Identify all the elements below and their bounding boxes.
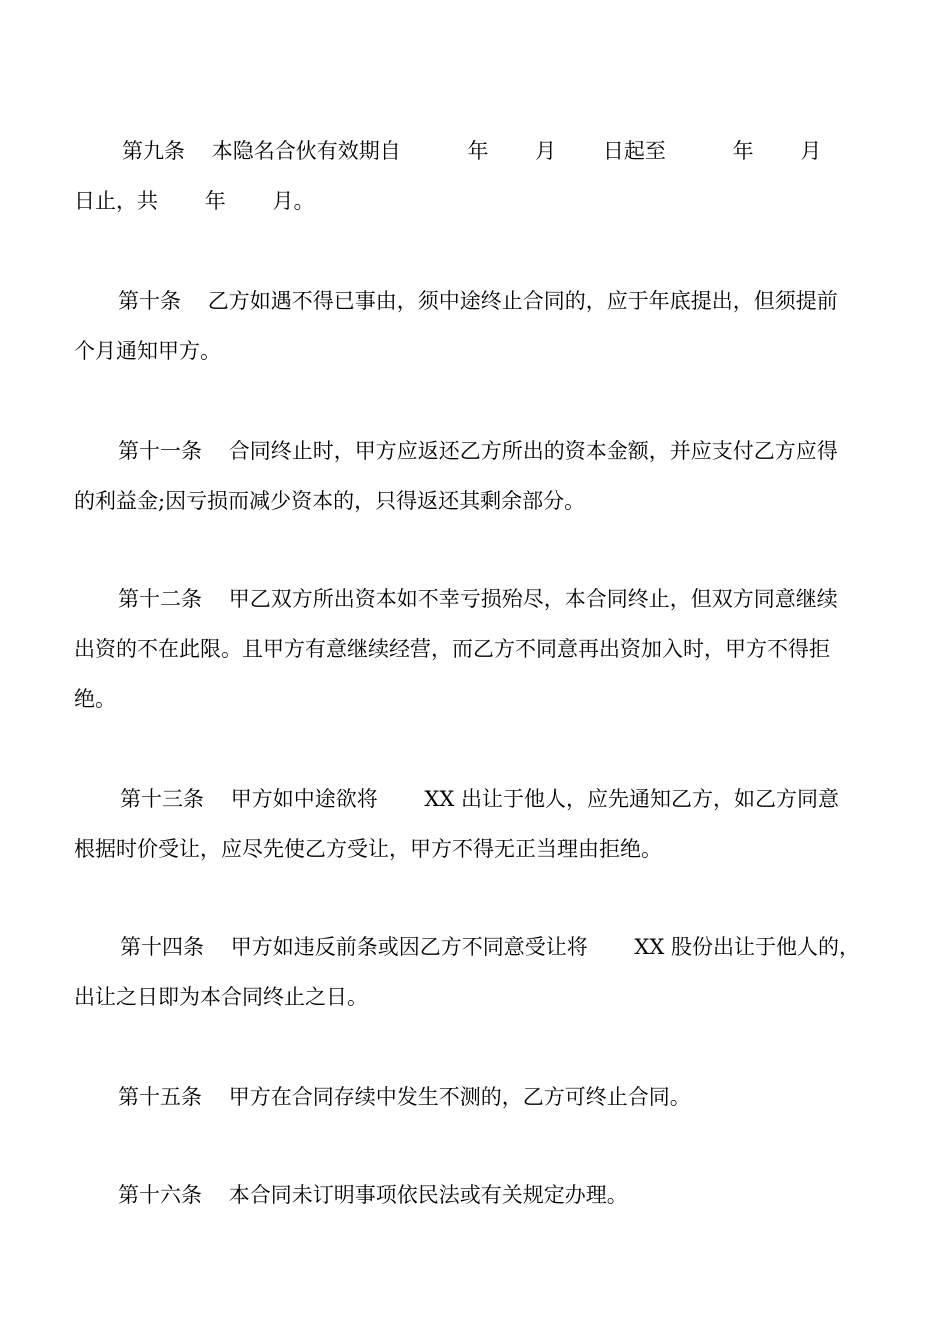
article-11-line-1: 第十一条 合同终止时，甲方应返还乙方所出的资本金额，并应支付乙方应得 [118, 439, 838, 463]
article-10-line-1: 第十条 乙方如遇不得已事由，须中途终止合同的，应于年底提出，但须提前 [118, 289, 838, 313]
article-13-line-1: 第十三条 甲方如中途欲将 XX 出让于他人，应先通知乙方，如乙方同意 [120, 787, 840, 811]
article-12-line-3: 绝。 [74, 687, 116, 711]
article-14-line-1: 第十四条 甲方如违反前条或因乙方不同意受让将 XX 股份出让于他人的， [120, 935, 861, 959]
article-16-line-1: 第十六条 本合同未订明事项依民法或有关规定办理。 [118, 1183, 628, 1207]
article-10-line-2: 个月通知甲方。 [74, 339, 221, 363]
article-12-line-1: 第十二条 甲乙双方所出资本如不幸亏损殆尽，本合同终止，但双方同意继续 [118, 587, 838, 611]
article-15-line-1: 第十五条 甲方在合同存续中发生不测的，乙方可终止合同。 [118, 1085, 691, 1109]
article-11-line-2: 的利益金;因亏损而减少资本的，只得返还其剩余部分。 [74, 489, 586, 513]
article-12-line-2: 出资的不在此限。且甲方有意继续经营，而乙方不同意再出资加入时，甲方不得拒 [74, 637, 830, 661]
article-9-line-2: 日止，共 年 月。 [74, 189, 315, 213]
article-14-line-2: 出让之日即为本合同终止之日。 [74, 985, 368, 1009]
article-13-line-2: 根据时价受让，应尽先使乙方受让，甲方不得无正当理由拒绝。 [74, 837, 662, 861]
article-9-line-1: 第九条 本隐名合伙有效期自 年 月 日起至 年 月 [122, 139, 822, 163]
